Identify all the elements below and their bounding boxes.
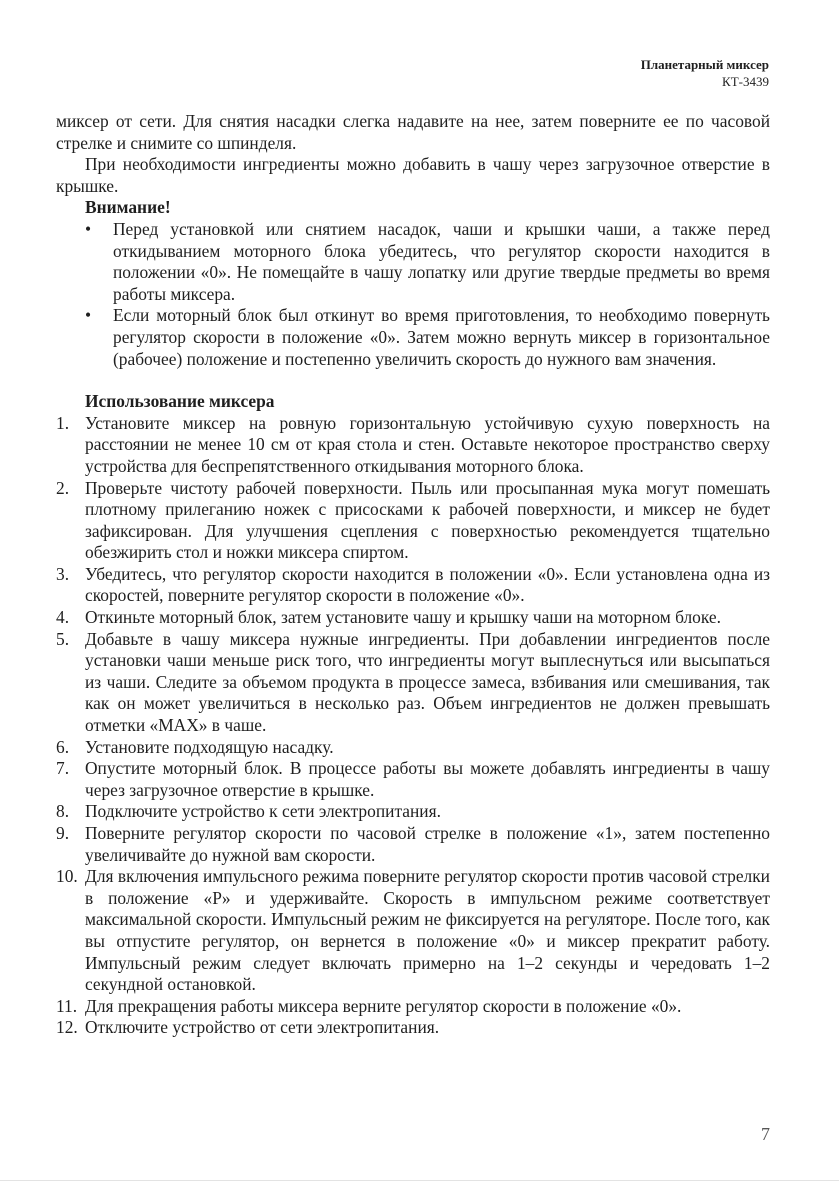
step-item	[56, 737, 770, 759]
step-number: 10.	[56, 866, 78, 887]
step-text: Отключите устройство от сети электропитания.	[85, 1017, 440, 1038]
step-number: 12.	[56, 1017, 78, 1038]
step-number: 6.	[56, 736, 70, 757]
step-number: 7.	[56, 758, 70, 779]
model-number: КТ-3439	[722, 74, 769, 89]
body-text	[56, 111, 770, 1039]
page-header	[641, 56, 769, 90]
intro-paragraph: миксер от сети. Для снятия насадки слегка надавите на нее, затем поверните ее по часовой стрелке и снимите со шпинделя.	[56, 111, 770, 153]
attention-heading: Внимание!	[85, 197, 171, 218]
step-text: Для прекращения работы миксера верните регулятор скорости в положение «0».	[85, 995, 682, 1016]
step-item	[56, 564, 770, 607]
step-item	[56, 801, 770, 823]
step-text: Откиньте моторный блок, затем установите чашу и крышку чаши на моторном блоке.	[85, 607, 721, 628]
step-text: Установите миксер на ровную горизонтальную устойчивую сухую поверхность на расстоянии не менее 10 см от края стола и стен. Оставьте некоторое пространство сверху устройства для беспрепятственного откидывания моторного блока.	[85, 412, 770, 476]
usage-steps-list	[56, 413, 770, 1039]
attention-list	[56, 219, 770, 370]
step-text: Установите подходящую насадку.	[85, 736, 334, 757]
step-text: Поверните регулятор скорости по часовой стрелке в положение «1», затем постепенно увеличивайте до нужной вам скорости.	[85, 823, 770, 865]
step-text: Для включения импульсного режима поверните регулятор скорости против часовой стрелки в положение «P» и удерживайте. Скорость в импульсном режиме соответствует максимальной скорости. Импульсный режим не фиксируется на регуляторе. После того, как вы отпустите регулятор, он вернется в положение «0» и миксер прекратит работу. Импульсный режим следует включать примерно на 1–2 секунды и чередовать 1–2 секундной остановкой.	[85, 866, 770, 995]
attention-item-text: Перед установкой или снятием насадок, чаши и крышки чаши, а также перед откидыванием моторного блока убедитесь, что регулятор скорости находится в положении «0». Не помещайте в чашу лопатку или другие твердые предметы во время работы миксера.	[113, 218, 770, 304]
step-item	[56, 629, 770, 737]
step-text: Добавьте в чашу миксера нужные ингредиенты. При добавлении ингредиентов после установки чаши меньше риск того, что ингредиенты могут выплеснуться или высыпаться из чаши. Следите за объемом продукта в процессе замеса, взбивания или смешивания, так как он может увеличиться в несколько раз. Объем ингредиентов не должен превышать отметки «MAX» в чаше.	[85, 628, 770, 736]
section-heading: Использование миксера	[85, 391, 275, 412]
step-item	[56, 413, 770, 478]
step-item	[56, 1017, 770, 1039]
step-text: Опустите моторный блок. В процессе работы вы можете добавлять ингредиенты в чашу через загрузочное отверстие в крышке.	[85, 758, 770, 800]
step-number: 5.	[56, 628, 70, 649]
step-number: 9.	[56, 823, 70, 843]
step-number: 2.	[56, 477, 70, 498]
attention-item	[56, 305, 770, 370]
step-item	[56, 607, 770, 629]
step-number: 3.	[56, 563, 70, 584]
page-number: 7	[761, 1124, 770, 1144]
attention-item	[56, 219, 770, 305]
bottom-divider	[0, 1180, 839, 1181]
step-number: 11.	[56, 995, 78, 1016]
step-text: Подключите устройство к сети электропитания.	[85, 801, 441, 822]
intro-paragraph: При необходимости ингредиенты можно добавить в чашу через загрузочное отверстие в крышке.	[56, 154, 770, 196]
step-number: 4.	[56, 607, 70, 628]
step-number: 8.	[56, 801, 70, 822]
step-text: Убедитесь, что регулятор скорости находится в положении «0». Если установлена одна из скоростей, поверните регулятор скорости в положение «0».	[85, 563, 770, 606]
step-item	[56, 478, 770, 564]
step-item	[56, 866, 770, 996]
step-number: 1.	[56, 412, 70, 433]
product-name: Планетарный миксер	[640, 57, 769, 72]
bullet-icon: •	[85, 218, 92, 239]
step-item	[56, 823, 770, 866]
step-item	[56, 758, 770, 801]
step-text: Проверьте чистоту рабочей поверхности. Пыль или просыпанная мука могут помешать плотному прилеганию ножек с присосками к рабочей поверхности, и миксер не будет зафиксирован. Для улучшения сцепления с поверхностью рекомендуется тщательно обезжирить стол и ножки миксера спиртом.	[85, 477, 770, 563]
step-item	[56, 996, 770, 1018]
attention-item-text: Если моторный блок был откинут во время приготовления, то необходимо повернуть регулятор скорости в положение «0». Затем можно вернуть миксер в горизонтальное (рабочее) положение и постепенно увеличить скорость до нужного вам значения.	[113, 305, 770, 369]
bullet-icon: •	[85, 305, 92, 326]
